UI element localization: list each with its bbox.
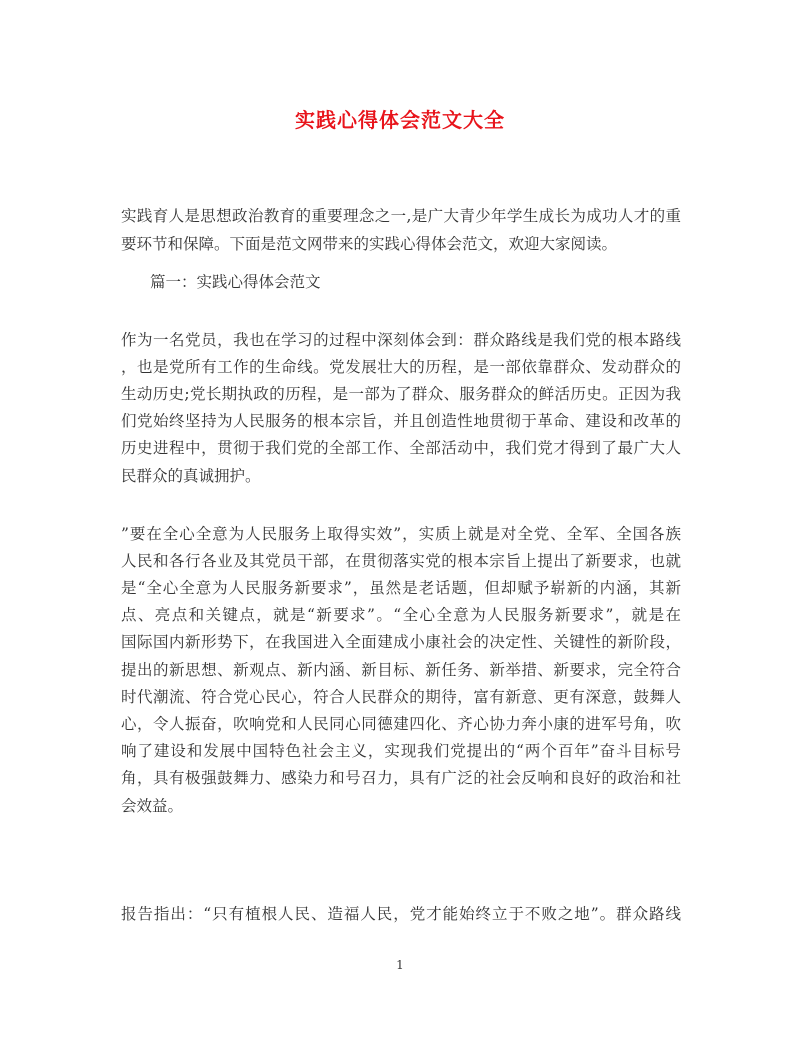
paragraph-line: 生动历史;党长期执政的历程，是一部为了群众、服务群众的鲜活历史。正因为我 <box>121 385 681 403</box>
paragraph-line: 心，令人振奋，吹响党和人民同心同德建四化、齐心协力奔小康的进军号角，吹 <box>121 715 681 733</box>
paragraph-line: ，也是党所有工作的生命线。党发展壮大的历程，是一部依靠群众、发动群众的 <box>121 358 681 376</box>
paragraph-line: 时代潮流、符合党心民心，符合人民群众的期待，富有新意、更有深意，鼓舞人 <box>121 688 681 706</box>
paragraph-line: 是“全心全意为人民服务新要求”，虽然是老话题，但却赋予崭新的内涵，其新 <box>121 579 681 597</box>
page-number: 1 <box>396 958 404 972</box>
paragraph-line: 人民和各行各业及其党员干部，在贯彻落实党的根本宗旨上提出了新要求，也就 <box>121 552 681 570</box>
document-title: 实践心得体会范文大全 <box>295 108 505 132</box>
paragraph-line: 报告指出：“只有植根人民、造福人民，党才能始终立于不败之地”。群众路线 <box>121 905 681 923</box>
paragraph-line: 历史进程中，贯彻于我们党的全部工作、全部活动中，我们党才得到了最广大人 <box>121 439 681 457</box>
paragraph-line: 民群众的真诚拥护。 <box>121 467 261 485</box>
paragraph-line: 作为一名党员，我也在学习的过程中深刻体会到：群众路线是我们党的根本路线 <box>121 331 681 349</box>
paragraph-line: 点、亮点和关键点，就是“新要求”。“全心全意为人民服务新要求”，就是在 <box>121 606 681 624</box>
paragraph-line: 们党始终坚持为人民服务的根本宗旨，并且创造性地贯彻于革命、建设和改革的 <box>121 412 681 430</box>
paragraph-line: 提出的新思想、新观点、新内涵、新目标、新任务、新举措、新要求，完全符合 <box>121 661 681 679</box>
paragraph-line: 响了建设和发展中国特色社会主义，实现我们党提出的“两个百年”奋斗目标号 <box>121 742 681 760</box>
intro-line: 要环节和保障。下面是范文网带来的实践心得体会范文，欢迎大家阅读。 <box>121 235 618 253</box>
paragraph-line: 国际国内新形势下，在我国进入全面建成小康社会的决定性、关键性的新阶段， <box>121 633 681 651</box>
intro-line: 实践育人是思想政治教育的重要理念之一,是广大青少年学生成长为成功人才的重 <box>121 207 681 225</box>
paragraph-line: 角，具有极强鼓舞力、感染力和号召力，具有广泛的社会反响和良好的政治和社 <box>121 769 681 787</box>
section-subheading: 篇一：实践心得体会范文 <box>150 273 321 291</box>
paragraph-line: 会效益。 <box>121 797 184 815</box>
paragraph-line: ”要在全心全意为人民服务上取得实效”，实质上就是对全党、全军、全国各族 <box>121 525 681 543</box>
